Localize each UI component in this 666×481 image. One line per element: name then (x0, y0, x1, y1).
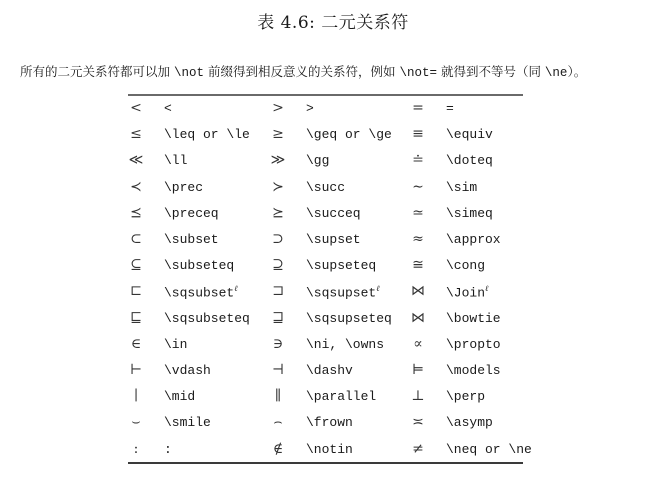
relation-symbol: ∝ (413, 335, 423, 352)
table-row (0, 152, 666, 178)
relation-symbol: ⊆ (130, 257, 142, 274)
command-text: < (164, 101, 172, 116)
relation-symbol: ⊐ (272, 283, 284, 300)
command-text: \bowtie (446, 310, 501, 326)
relation-symbol: ∼ (412, 178, 424, 195)
relation-symbol: ⊃ (272, 231, 284, 247)
command-text: \prec (164, 179, 204, 195)
command-text: \parallel (306, 389, 377, 405)
latex-command (306, 363, 353, 378)
table-row (0, 283, 666, 309)
relation-symbol: ⌣ (131, 414, 141, 431)
command-text: \sqsupseteq (306, 310, 392, 326)
latex-command (446, 153, 493, 168)
table-row (0, 205, 666, 231)
relation-symbol: : (133, 440, 139, 457)
intro-text: 所有的二元关系符都可以加 (20, 64, 174, 79)
command-text: \cong (446, 258, 486, 274)
relation-symbol: ≺ (130, 178, 142, 195)
latex-command (164, 337, 187, 352)
command-text: \notin (306, 441, 353, 457)
command-text: \sim (446, 179, 478, 195)
command-text: = (446, 101, 454, 116)
command-text: \dashv (306, 363, 353, 378)
command-text: \succeq (306, 205, 361, 221)
relation-symbol: ∥ (274, 388, 282, 405)
command-text: \asymp (446, 415, 493, 431)
intro-text: 就得到不等号（同 (436, 64, 545, 79)
command-text: \sqsupset (306, 285, 377, 301)
relation-symbol: ⊒ (272, 309, 284, 326)
latex-command (306, 389, 376, 404)
latex-command (164, 258, 234, 273)
command-text: : (164, 441, 172, 457)
latex-command (164, 127, 250, 142)
relation-symbol: ≪ (128, 152, 144, 169)
latex-command (164, 284, 238, 300)
latex-command (446, 206, 493, 221)
relation-symbol: ≐ (412, 152, 424, 169)
relation-symbol: ⊢ (129, 362, 143, 378)
relation-symbol: ⌢ (273, 414, 283, 431)
command-text: \sqsubset (164, 285, 235, 301)
latex-command (306, 206, 361, 221)
intro-text: ）。 (567, 64, 587, 79)
command-text: \neq or \ne (446, 441, 532, 457)
table-bottom-rule (128, 462, 523, 464)
command-text: \frown (306, 415, 353, 431)
relation-symbol: ≡ (412, 126, 424, 143)
table-caption: 表 4.6: 二元关系符 (257, 13, 409, 33)
relation-symbol: ∣ (133, 388, 139, 405)
latex-command (164, 311, 250, 326)
relation-symbol: ≥ (272, 126, 284, 143)
relation-symbol: ∈ (130, 335, 142, 352)
latex-command (306, 337, 384, 352)
relation-symbol: ≠ (412, 440, 424, 457)
latex-command (164, 206, 219, 221)
inline-code: \not= (399, 66, 437, 80)
command-text: \in (164, 336, 188, 352)
command-text: \gg (306, 153, 330, 169)
latex-command (446, 127, 493, 142)
relation-symbol: ⊨ (411, 362, 425, 378)
latex-command (164, 442, 172, 457)
table-row (0, 257, 666, 283)
command-text: \approx (446, 232, 501, 247)
relation-symbol: ⊣ (271, 362, 285, 378)
relation-symbol: ∉ (272, 440, 284, 457)
command-text: \smile (164, 415, 211, 431)
table-row (0, 336, 666, 362)
latex-command (306, 101, 314, 116)
command-text: \ni, \owns (306, 336, 385, 352)
latex-command (446, 180, 477, 195)
table-row (0, 100, 666, 126)
command-text: \mid (164, 389, 196, 405)
command-text: \ll (164, 153, 188, 169)
latex-command (164, 101, 172, 116)
relation-symbol: ⊏ (130, 283, 142, 300)
relation-symbol: ≻ (272, 178, 284, 195)
footnote-marker: ℓ (485, 284, 489, 294)
latex-command (446, 363, 501, 378)
latex-command (164, 389, 195, 404)
relation-symbol: ≈ (412, 231, 424, 247)
table-row (0, 179, 666, 205)
latex-command (446, 258, 485, 273)
command-text: \simeq (446, 205, 493, 221)
command-text: \succ (306, 179, 346, 195)
latex-command (164, 232, 219, 247)
command-text: \doteq (446, 153, 493, 169)
command-text: \geq or \ge (306, 127, 392, 143)
relation-symbol: ⋈ (411, 309, 425, 326)
command-text: \propto (446, 336, 501, 352)
command-text: \equiv (446, 127, 493, 143)
relation-symbol: ≅ (412, 257, 424, 274)
table-row (0, 388, 666, 414)
latex-command (164, 153, 187, 168)
relation-symbol: ≍ (412, 414, 424, 431)
relation-symbol: = (412, 100, 424, 116)
relation-symbol: ⊇ (272, 257, 284, 274)
command-text: \subset (164, 232, 219, 247)
latex-command (306, 232, 361, 247)
intro-text: 前缀得到相反意义的关系符，例如 (204, 64, 400, 79)
relation-symbol: ∋ (272, 335, 284, 352)
relation-symbol: > (272, 100, 284, 116)
relation-symbol: ≫ (270, 152, 286, 169)
latex-command (446, 442, 532, 457)
latex-command (306, 153, 329, 168)
inline-code: \not (173, 66, 204, 80)
command-text: \supset (306, 232, 361, 247)
table-row (0, 126, 666, 152)
latex-command (306, 127, 392, 142)
command-text: \supseteq (306, 258, 377, 274)
relation-symbol: ≤ (130, 126, 142, 143)
latex-command (306, 180, 345, 195)
latex-command (446, 284, 488, 300)
command-text: \perp (446, 389, 486, 405)
relation-symbol: ⪯ (130, 204, 142, 221)
command-text: \vdash (164, 363, 211, 378)
latex-command (164, 363, 211, 378)
command-text: \preceq (164, 205, 219, 221)
footnote-marker: ℓ (234, 284, 238, 294)
latex-command (446, 311, 501, 326)
latex-command (446, 337, 501, 352)
table-row (0, 362, 666, 388)
table-row (0, 310, 666, 336)
command-text: \sqsubseteq (164, 310, 250, 326)
latex-command (164, 415, 211, 430)
table-row (0, 231, 666, 257)
command-text: > (306, 101, 314, 116)
latex-command (306, 284, 380, 300)
latex-command (306, 311, 392, 326)
relation-symbol: < (130, 100, 142, 116)
relation-symbol: ⊑ (130, 309, 142, 326)
relation-symbol: ⊥ (411, 388, 425, 405)
relation-symbol: ⊂ (130, 231, 142, 247)
latex-command (446, 415, 493, 430)
table-top-rule (128, 94, 523, 96)
relation-symbol: ⋈ (411, 283, 425, 300)
latex-command (446, 101, 454, 116)
relation-symbol: ≃ (412, 204, 424, 221)
latex-command (164, 180, 203, 195)
latex-command (306, 415, 353, 430)
command-text: \models (446, 363, 501, 378)
latex-command (446, 232, 501, 247)
intro-paragraph (20, 62, 586, 80)
command-text: \leq or \le (164, 127, 250, 143)
relation-symbol: ⪰ (272, 204, 284, 221)
footnote-marker: ℓ (376, 284, 380, 294)
command-text: \Join (446, 285, 486, 301)
latex-command (446, 389, 485, 404)
latex-command (306, 442, 353, 457)
inline-code: \ne (544, 66, 568, 80)
command-text: \subseteq (164, 258, 235, 274)
latex-command (306, 258, 376, 273)
table-row (0, 414, 666, 440)
